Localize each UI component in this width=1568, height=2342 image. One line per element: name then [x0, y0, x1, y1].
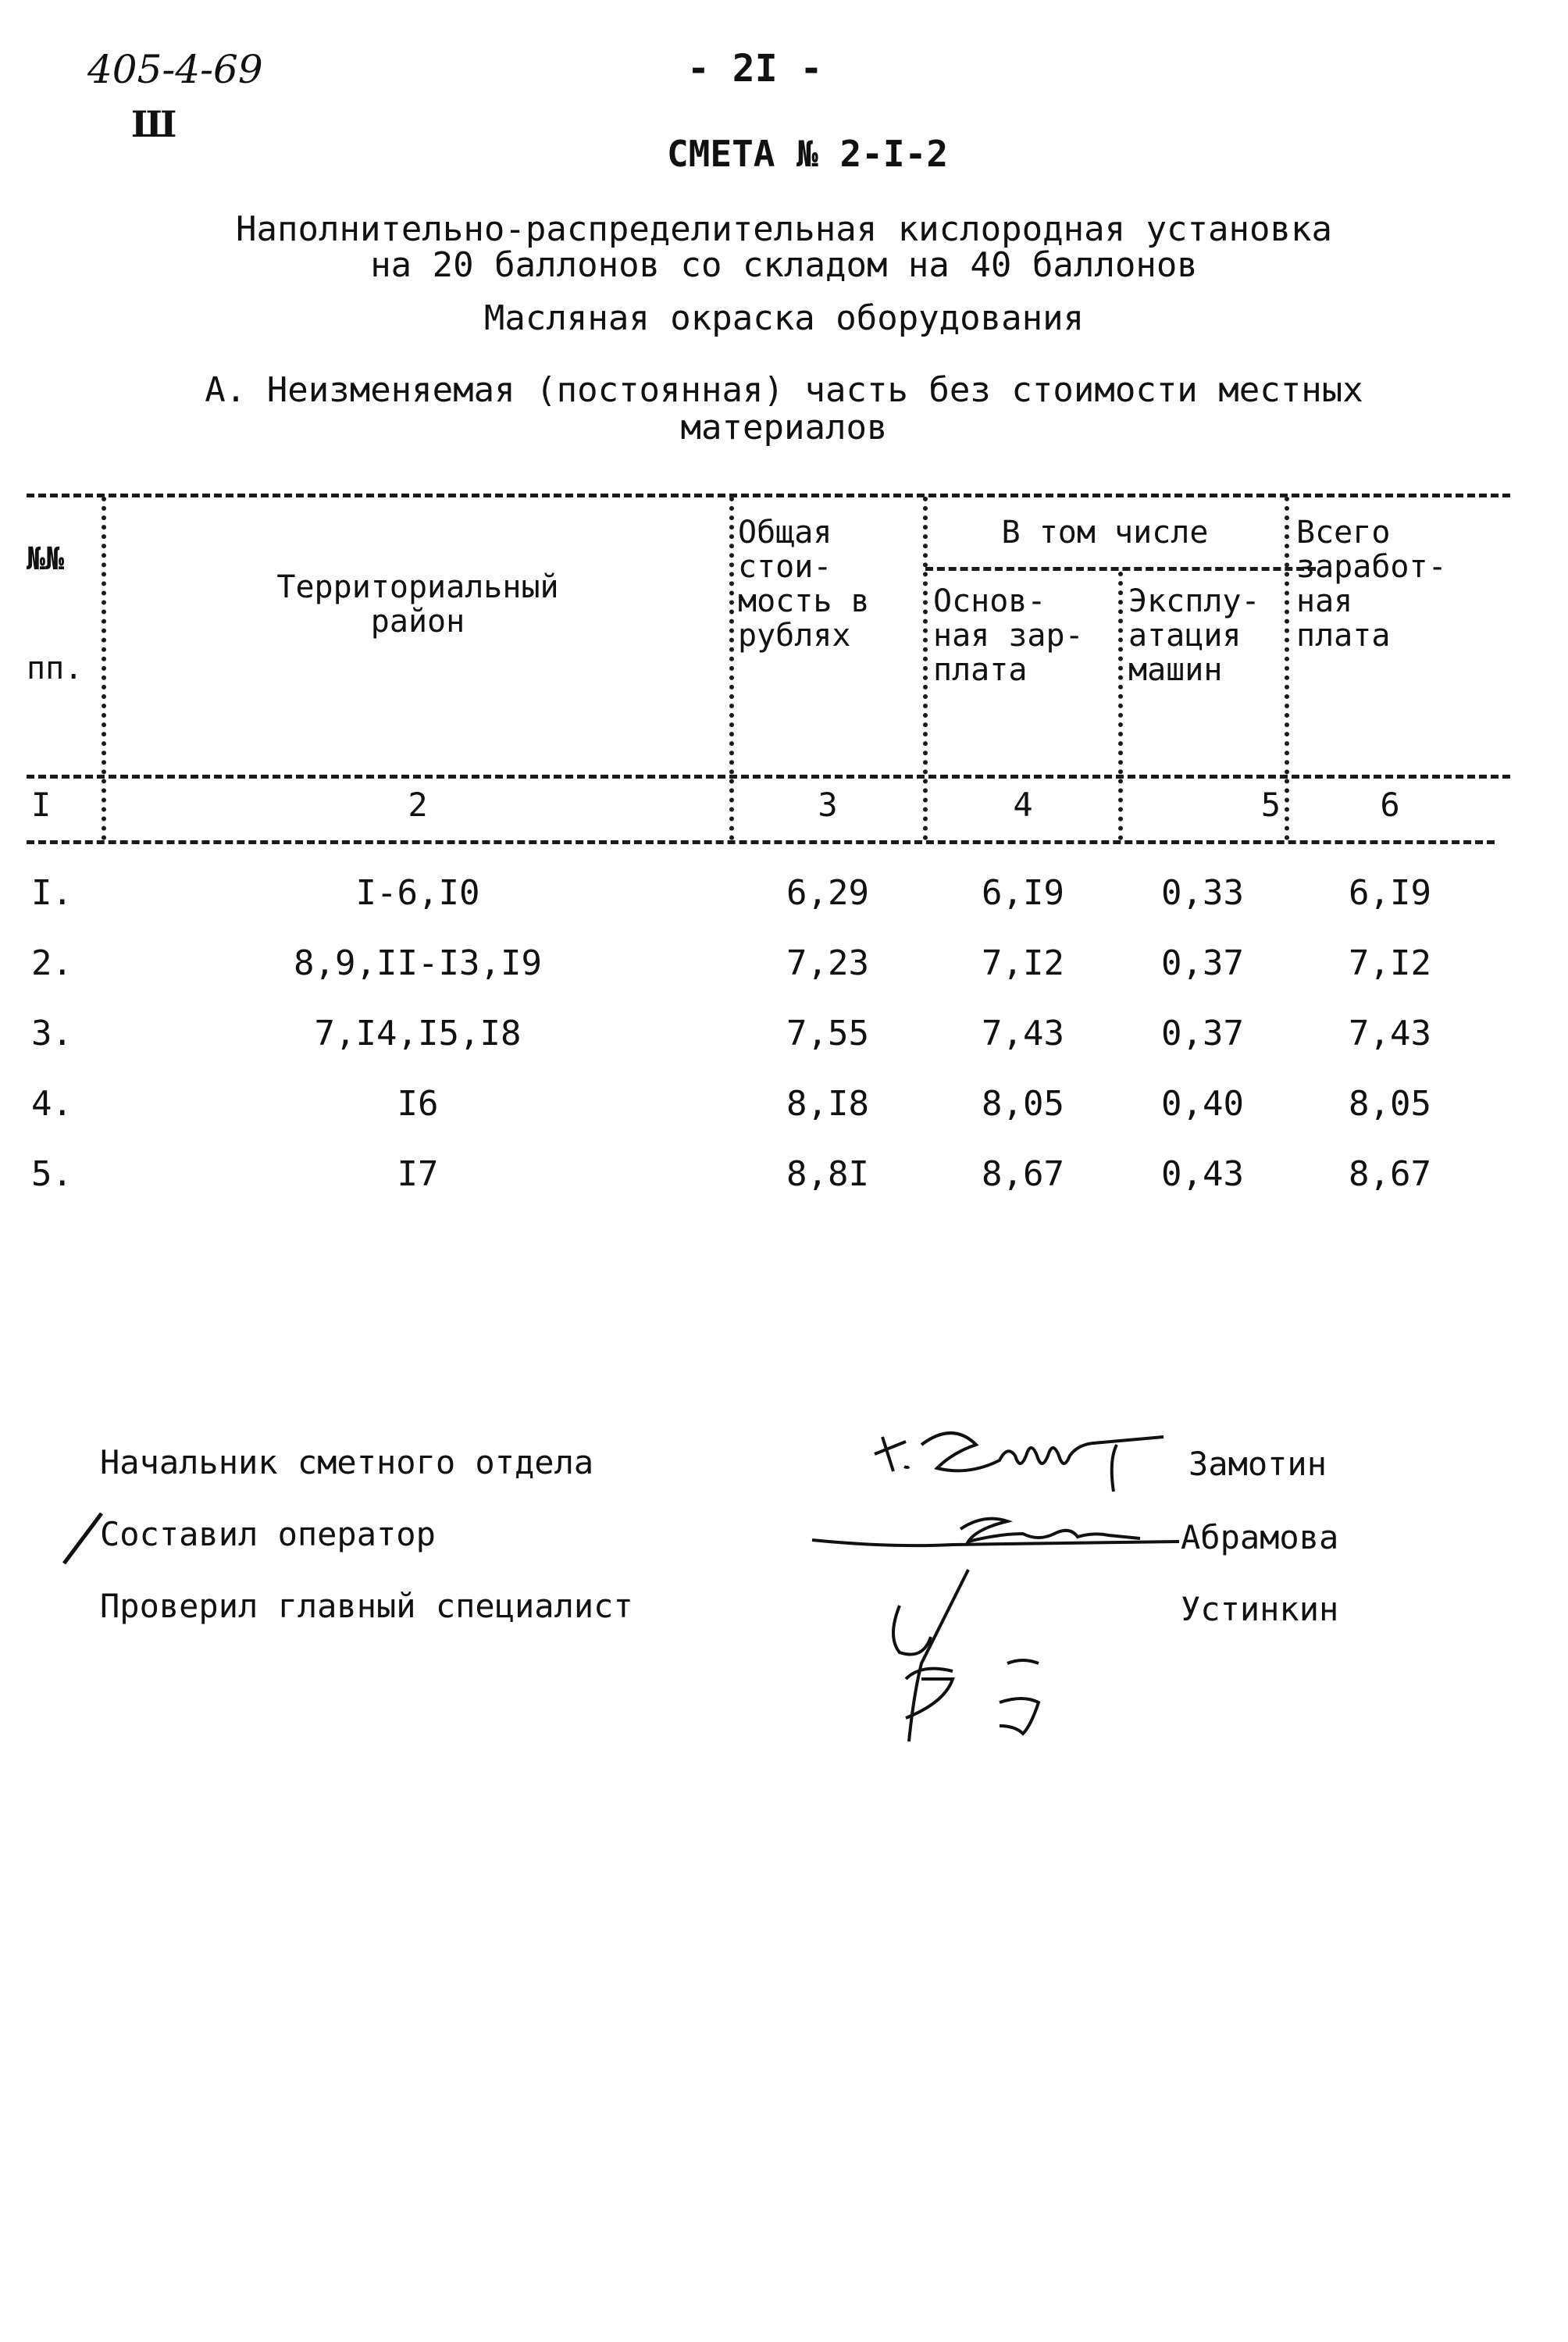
row-region: I-6,I0: [355, 873, 480, 913]
section-heading-line-2: материалов: [680, 408, 888, 447]
header-group: В том числе: [1001, 515, 1209, 551]
row-total: 8,8I: [786, 1154, 869, 1194]
row-total: 6,29: [786, 873, 869, 913]
header-region-line-1: Территориальный: [276, 569, 559, 605]
column-number-3: 3: [818, 786, 838, 824]
estimate-title: СМЕТА № 2-I-2: [666, 133, 949, 175]
row-machines: 0,37: [1161, 943, 1244, 983]
header-machines-line-1: Эксплу-: [1128, 583, 1260, 619]
header-total-line-4: рублях: [738, 618, 851, 654]
header-total-line-1: Общая: [738, 515, 832, 551]
header-wage-line-1: Основ-: [933, 583, 1046, 619]
signer-role-2: Составил оператор: [100, 1515, 436, 1553]
header-number-line-1: №№: [27, 541, 65, 577]
album-number: Ш: [131, 103, 177, 145]
handwritten-signature-1: [859, 1421, 1226, 1499]
header-total-wage-line-3: ная: [1296, 583, 1353, 619]
row-machines: 0,43: [1161, 1154, 1244, 1194]
row-number: I.: [31, 873, 73, 913]
row-number: 2.: [31, 943, 73, 983]
header-total-wage-line-2: заработ-: [1296, 549, 1447, 585]
row-number: 3.: [31, 1014, 73, 1053]
header-total-wage-line-4: плата: [1296, 618, 1391, 654]
signer-name-3: Устинкин: [1181, 1590, 1339, 1628]
row-machines: 0,40: [1161, 1084, 1244, 1124]
subtitle-line-2: на 20 баллонов со складом на 40 баллонов: [370, 245, 1198, 285]
handwritten-signature-3: [843, 1562, 1093, 1757]
header-region-line-2: район: [370, 604, 465, 640]
row-total: 7,55: [786, 1014, 869, 1053]
column-divider-5: [1285, 497, 1289, 840]
row-region: I6: [397, 1084, 439, 1124]
row-region: 7,I4,I5,I8: [314, 1014, 522, 1053]
row-total-wage: 8,67: [1349, 1154, 1431, 1194]
row-total-wage: 8,05: [1349, 1084, 1431, 1124]
row-wage: 7,I2: [982, 943, 1064, 983]
page-number: - 2I -: [687, 47, 823, 91]
row-total: 7,23: [786, 943, 869, 983]
header-total-wage-line-1: Всего: [1296, 515, 1391, 551]
column-divider-4: [1118, 572, 1123, 840]
column-number-2: 2: [408, 786, 428, 824]
work-type: Масляная окраска оборудования: [483, 298, 1085, 338]
column-number-4: 4: [1013, 786, 1033, 824]
row-number: 5.: [31, 1154, 73, 1194]
header-total-line-3: мость в: [738, 583, 870, 619]
row-total: 8,I8: [786, 1084, 869, 1124]
row-region: I7: [397, 1154, 439, 1194]
row-machines: 0,33: [1161, 873, 1244, 913]
row-wage: 8,05: [982, 1084, 1064, 1124]
signer-role-3: Проверил главный специалист: [100, 1587, 633, 1625]
document-code: 405-4-69: [87, 47, 263, 92]
header-total-line-2: стои-: [738, 549, 832, 585]
row-total-wage: 6,I9: [1349, 873, 1431, 913]
header-machines-line-3: машин: [1128, 652, 1223, 688]
header-wage-line-3: плата: [933, 652, 1028, 688]
header-number-line-2: пп.: [27, 651, 84, 686]
subtitle-line-1: Наполнительно-распределительная кислородная установка: [236, 209, 1332, 249]
header-machines-line-2: атация: [1128, 618, 1242, 654]
slash-mark: [55, 1507, 117, 1570]
column-number-1: I: [31, 786, 52, 824]
column-divider-3: [923, 497, 928, 840]
column-number-5: 5: [1260, 786, 1281, 824]
row-wage: 8,67: [982, 1154, 1064, 1194]
signer-name-2: Абрамова: [1181, 1518, 1339, 1556]
row-machines: 0,37: [1161, 1014, 1244, 1053]
colnum-bottom-rule: [27, 840, 1495, 844]
row-region: 8,9,II-I3,I9: [294, 943, 542, 983]
signer-name-1: Замотин: [1188, 1445, 1327, 1483]
section-heading-line-1: А. Неизменяемая (постоянная) часть без стоимости местных: [205, 370, 1363, 410]
handwritten-signature-2: [804, 1498, 1195, 1560]
row-total-wage: 7,43: [1349, 1014, 1431, 1053]
row-total-wage: 7,I2: [1349, 943, 1431, 983]
row-wage: 6,I9: [982, 873, 1064, 913]
header-wage-line-2: ная зар-: [933, 618, 1084, 654]
column-number-6: 6: [1380, 786, 1400, 824]
group-rule: [925, 567, 1316, 571]
signer-role-1: Начальник сметного отдела: [100, 1443, 594, 1481]
row-wage: 7,43: [982, 1014, 1064, 1053]
row-number: 4.: [31, 1084, 73, 1124]
column-divider-1: [102, 497, 106, 840]
